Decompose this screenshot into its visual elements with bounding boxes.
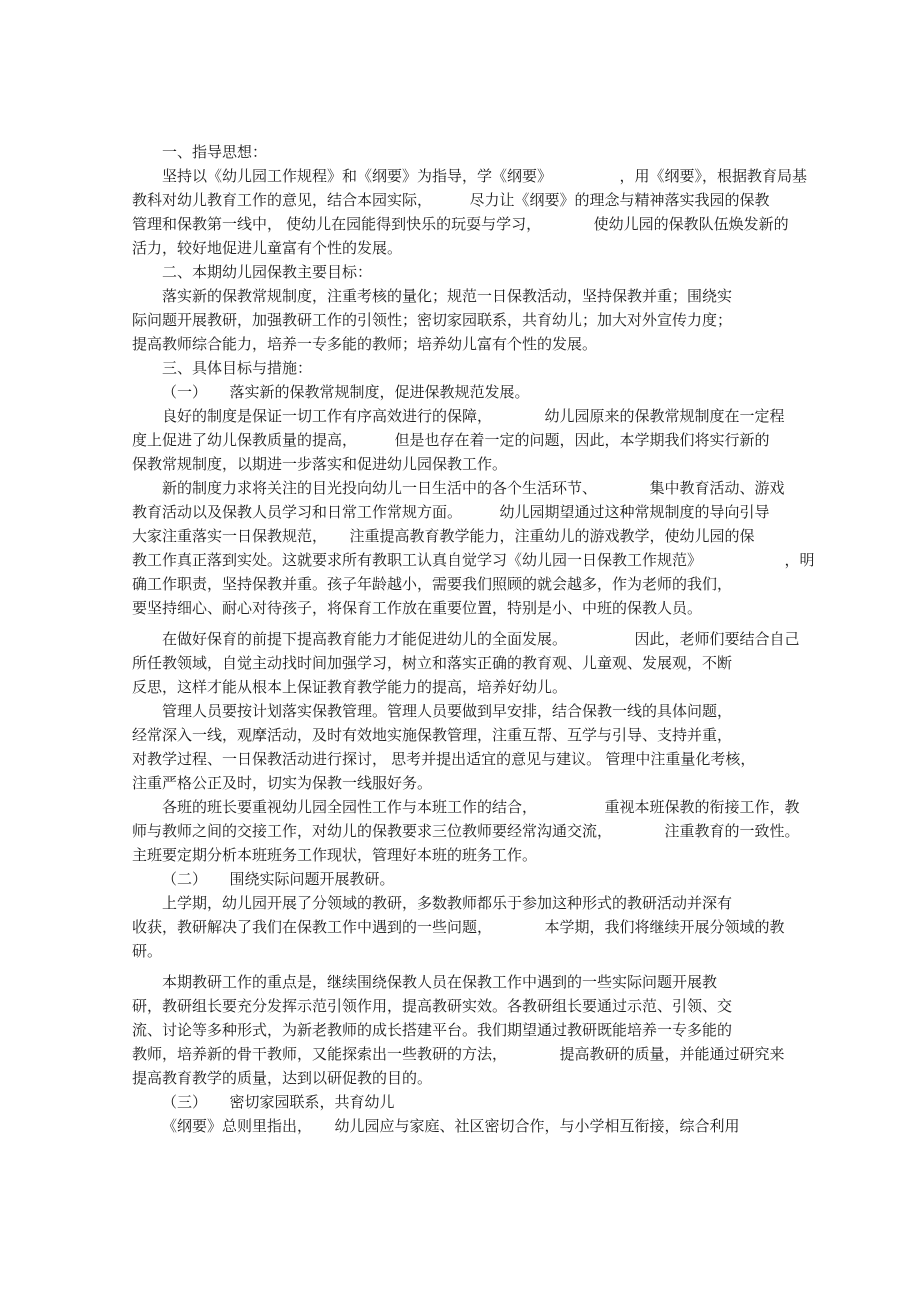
text-line: 上学期，幼儿园开展了分领域的教研，多数教师都乐于参加这种形式的教研活动并深有 xyxy=(162,895,733,912)
text-line: 反思，这样才能从根本上保证教育教学能力的提高，培养好幼儿。 xyxy=(132,679,568,696)
text-line: 本期教研工作的重点是，继续围绕保教人员在保教工作中遇到的一些实际问题开展教 xyxy=(162,974,718,991)
text-line: 一、指导思想： xyxy=(162,144,268,161)
text-line: 确工作职责，坚持保教并重。孩子年龄越小，需要我们照顾的就会越多，作为老师的我们， xyxy=(132,576,733,593)
text-line: 活力，较好地促进儿童富有个性的发展。 xyxy=(132,240,403,257)
text-line: 《纲要》总则里指出， 幼儿园应与家庭、社区密切合作，与小学相互衔接，综合利用 xyxy=(162,1118,740,1135)
text-line: 新的制度力求将关注的目光投向幼儿一日生活中的各个生活环节、 集中教育活动、游戏 xyxy=(162,480,785,497)
text-line: 落实新的保教常规制度，注重考核的量化；规范一日保教活动，坚持保教并重；围绕实 xyxy=(162,288,733,305)
text-line: 管理人员要按计划落实保教管理。管理人员要做到早安排，结合保教一线的具体问题， xyxy=(162,703,733,720)
text-line: 大家注重落实一日保教规范， 注重提高教育教学能力，注重幼儿的游戏教学，使幼儿园的保 xyxy=(132,528,755,545)
text-line: 流、讨论等多种形式，为新老教师的成长搭建平台。我们期望通过教研既能培养一专多能的 xyxy=(132,1022,733,1039)
text-line: 研。 xyxy=(132,943,163,960)
text-line: 三、具体目标与措施： xyxy=(162,360,313,377)
text-line: 际问题开展教研，加强教研工作的引领性；密切家园联系，共育幼儿；加大对外宣传力度； xyxy=(132,312,733,329)
text-line: 所任教领域，自觉主动找时间加强学习，树立和落实正确的教育观、儿童观、发展观，不断 xyxy=(132,655,733,672)
text-line: 师与教师之间的交接工作，对幼儿的保教要求三位教师要经常沟通交流， 注重教育的一致性。 xyxy=(132,823,800,840)
text-line: 各班的班长要重视幼儿园全园性工作与本班工作的结合， 重视本班保教的衔接工作，教 xyxy=(162,799,800,816)
text-line: 对教学过程、一日保教活动进行探讨， 思考并提出适宜的意见与建议。 管理中注重量化考核， xyxy=(132,751,756,768)
text-line: 教育活动以及保教人员学习和日常工作常规方面。 幼儿园期望通过这种常规制度的导向引导 xyxy=(132,504,770,521)
text-line: 收获，教研解决了我们在保教工作中遇到的一些问题， 本学期，我们将继续开展分领域的教 xyxy=(132,919,785,936)
text-line: 提高教育教学的质量，达到以研促教的目的。 xyxy=(132,1070,433,1087)
text-line: 经常深入一线，观摩活动，及时有效地实施保教管理，注重互帮、互学与引导、支持并重， xyxy=(132,727,733,744)
text-line: 度上促进了幼儿保教质量的提高， 但是也存在着一定的问题，因此，本学期我们将实行新的 xyxy=(132,432,770,449)
text-line: 在做好保育的前提下提高教育能力才能促进幼儿的全面发展。 因此，老师们要结合自己 xyxy=(162,631,800,648)
text-line: 注重严格公正及时，切实为保教一线服好务。 xyxy=(132,775,433,792)
document-body xyxy=(132,141,815,1139)
text-line: 要坚持细心、耐心对待孩子，将保育工作放在重要位置，特别是小、中班的保教人员。 xyxy=(132,600,703,617)
text-line: （二） 围绕实际问题开展教研。 xyxy=(162,871,395,888)
text-line: 二、本期幼儿园保教主要目标： xyxy=(162,264,373,281)
text-line: 主班要定期分析本班班务工作现状，管理好本班的班务工作。 xyxy=(132,847,538,864)
text-line: 保教常规制度，以期进一步落实和促进幼儿园保教工作。 xyxy=(132,456,508,473)
text-line: 教师，培养新的骨干教师，又能探索出一些教研的方法， 提高教研的质量，并能通过研究来 xyxy=(132,1046,785,1063)
text-line: 提高教师综合能力，培养一专多能的教师；培养幼儿富有个性的发展。 xyxy=(132,336,598,353)
text-line: （一） 落实新的保教常规制度，促进保教规范发展。 xyxy=(162,384,530,401)
text-line: （三） 密切家园联系，共育幼儿 xyxy=(162,1094,395,1111)
text-line: 坚持以《幼儿园工作规程》和《纲要》为指导，学《纲要》 ，用《纲要》，根据教育局基 xyxy=(162,168,808,185)
text-line: 良好的制度是保证一切工作有序高效进行的保障， 幼儿园原来的保教常规制度在一定程 xyxy=(162,408,785,425)
text-line: 教科对幼儿教育工作的意见，结合本园实际， 尽力让《纲要》的理念与精神落实我园的保教 xyxy=(132,192,770,209)
text-line: 管理和保教第一线中， 使幼儿在园能得到快乐的玩耍与学习， 使幼儿园的保教队伍焕发新的 xyxy=(132,216,789,233)
text-line: 研，教研组长要充分发挥示范引领作用，提高教研实效。各教研组长要通过示范、引领、交 xyxy=(132,998,733,1015)
text-line: 教工作真正落到实处。这就要求所有教职工认真自觉学习《幼儿园一日保教工作规范》 ，明 xyxy=(132,552,815,569)
